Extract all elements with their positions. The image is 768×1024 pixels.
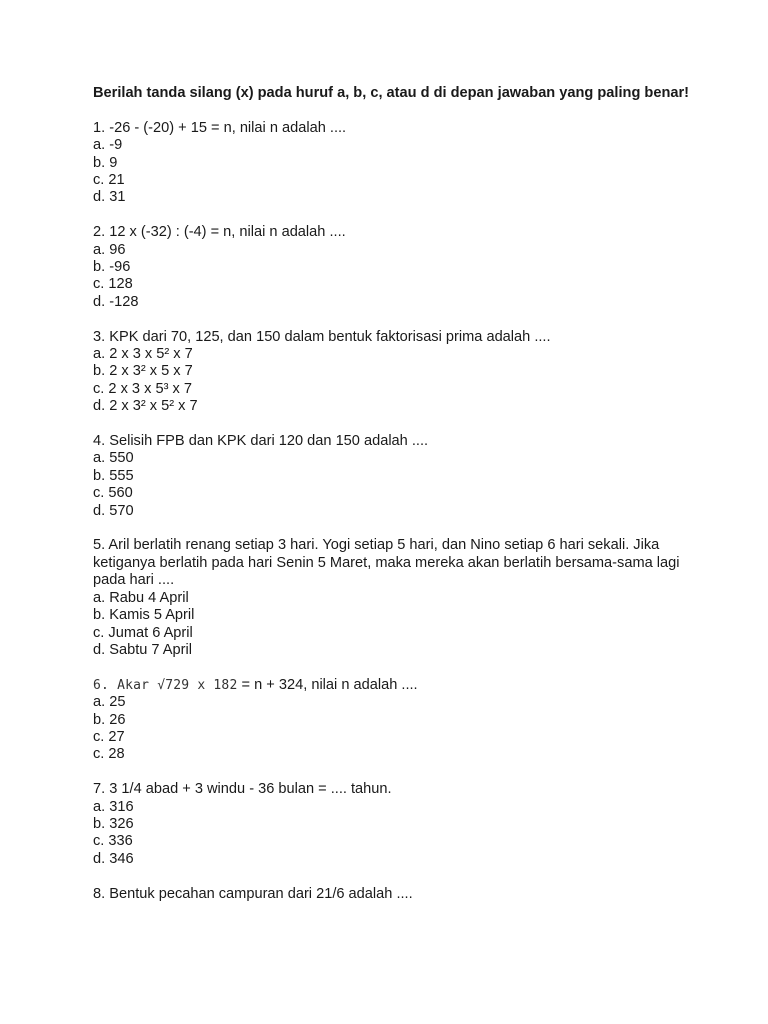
option-d: d. 31 <box>93 189 126 206</box>
option-c: c. 560 <box>93 485 133 502</box>
question-text: 4. Selisih FPB dan KPK dari 120 dan 150 adalah .... <box>93 433 429 450</box>
option-c: c. 336 <box>93 833 133 850</box>
option-d: d. Sabtu 7 April <box>93 641 192 658</box>
question-3 <box>93 329 693 416</box>
option-d: d. 346 <box>93 850 134 867</box>
option-d: d. -128 <box>93 293 139 310</box>
option-c: c. 2 x 3 x 5³ x 7 <box>93 380 192 397</box>
option-c: c. 128 <box>93 276 133 293</box>
question-5 <box>93 537 693 659</box>
option-c-duplicate: c. 28 <box>93 746 125 763</box>
question-text: 1. -26 - (-20) + 15 = n, nilai n adalah .... <box>93 119 347 136</box>
question-text: 8. Bentuk pecahan campuran dari 21/6 adalah .... <box>93 885 413 902</box>
option-b: b. 9 <box>93 154 118 171</box>
option-b: b. 2 x 3² x 5 x 7 <box>93 363 193 380</box>
option-a: a. 316 <box>93 798 134 815</box>
option-c: c. 27 <box>93 728 125 745</box>
question-text-formula: 6. Akar √729 x 182 <box>93 677 238 693</box>
option-b: b. -96 <box>93 259 131 276</box>
option-a: a. Rabu 4 April <box>93 589 189 606</box>
option-b: b. 26 <box>93 711 126 728</box>
question-text: 5. Aril berlatih renang setiap 3 hari. Yogi setiap 5 hari, dan Nino setiap 6 hari sekali. Jika ketiganya berlatih pada hari Senin 5 Maret, maka mereka akan berlatih bersama-sama lagi pada hari .... <box>93 537 680 589</box>
question-text: 3. KPK dari 70, 125, dan 150 dalam bentuk faktorisasi prima adalah .... <box>93 328 551 345</box>
option-c: c. Jumat 6 April <box>93 624 193 641</box>
option-d: d. 2 x 3² x 5² x 7 <box>93 398 198 415</box>
question-4 <box>93 433 693 520</box>
worksheet-page <box>93 85 693 920</box>
question-text: 2. 12 x (-32) : (-4) = n, nilai n adalah .... <box>93 224 346 241</box>
question-text <box>93 677 693 694</box>
question-2 <box>93 224 693 311</box>
question-1 <box>93 120 693 207</box>
option-b: b. 555 <box>93 467 134 484</box>
option-a: a. 96 <box>93 241 126 258</box>
option-a: a. 550 <box>93 450 134 467</box>
option-a: a. 2 x 3 x 5² x 7 <box>93 346 193 363</box>
question-7 <box>93 781 693 868</box>
option-b: b. 326 <box>93 815 134 832</box>
question-text: 7. 3 1/4 abad + 3 windu - 36 bulan = .... tahun. <box>93 781 392 798</box>
option-c: c. 21 <box>93 172 125 189</box>
question-8 <box>93 886 693 903</box>
question-6 <box>93 677 693 764</box>
option-a: a. -9 <box>93 137 123 154</box>
question-text-rest: = n + 324, nilai n adalah .... <box>237 676 418 693</box>
instruction-text: Berilah tanda silang (x) pada huruf a, b, c, atau d di depan jawaban yang paling benar! <box>93 85 690 101</box>
option-d: d. 570 <box>93 502 134 519</box>
option-a: a. 25 <box>93 694 126 711</box>
option-b: b. Kamis 5 April <box>93 607 195 624</box>
